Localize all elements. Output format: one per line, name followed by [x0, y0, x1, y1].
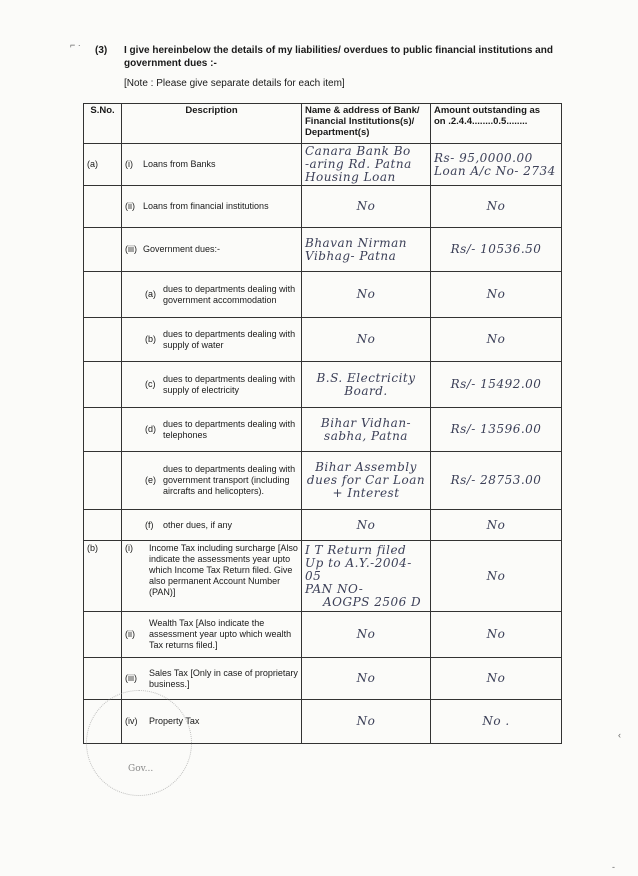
amount-cell: Rs- 95,0000.00 Loan A/c No- 2734 — [431, 144, 562, 186]
col-amount: Amount outstanding as on .2.4.4........0.5........ — [431, 104, 562, 144]
margin-mark: - — [612, 862, 615, 872]
col-sno: S.No. — [84, 104, 122, 144]
table-row: (a) (i) Loans from Banks Canara Bank Bo -aring Rd. Patna Housing Loan Rs- 95,0000.00 Loan A/c No- 2734 — [84, 144, 562, 186]
table-row: (ii) Wealth Tax [Also indicate the assessment year upto which wealth Tax returns filed.] No No — [84, 612, 562, 658]
declaration-text-line2: government dues :- — [124, 58, 217, 69]
item-number: (3) — [95, 45, 108, 56]
table-row: (b) dues to departments dealing with supply of water No No — [84, 318, 562, 362]
col-name-address: Name & address of Bank/ Financial Institutions(s)/ Department(s) — [302, 104, 431, 144]
seal-text: Gov... — [128, 764, 154, 774]
table-row: (a) dues to departments dealing with government accommodation No No — [84, 272, 562, 318]
bank-name-cell: Canara Bank Bo -aring Rd. Patna Housing Loan — [302, 144, 431, 186]
col-description: Description — [122, 104, 302, 144]
section-b-label: (b) — [84, 541, 122, 612]
table-row: (c) dues to departments dealing with supply of electricity B.S. Electricity Board. Rs/- 15492.00 — [84, 362, 562, 408]
table-row: (ii) Loans from financial institutions No No — [84, 186, 562, 228]
table-row: (iii) Sales Tax [Only in case of proprietary business.] No No — [84, 658, 562, 700]
table-header-row — [84, 104, 562, 144]
table-row: (d) dues to departments dealing with telephones Bihar Vidhan- sabha, Patna Rs/- 13596.00 — [84, 408, 562, 452]
official-seal-stamp — [86, 690, 192, 796]
margin-mark: ⌐ · — [70, 40, 81, 50]
liabilities-table — [83, 103, 562, 744]
section-a-label: (a) — [84, 144, 122, 186]
table-row: (e) dues to departments dealing with government transport (including aircrafts and helicopters). Bihar Assembly dues for Car Loan + Interest Rs/- 28753.00 — [84, 452, 562, 510]
note-text: [Note : Please give separate details for each item] — [124, 78, 345, 89]
table-row: (iv) Property Tax No No . — [84, 700, 562, 744]
declaration-text-line1: I give hereinbelow the details of my liabilities/ overdues to public financial institutions and — [124, 45, 553, 56]
table-row: (b) (i) Income Tax including surcharge [Also indicate the assessments year upto which Income Tax Return filed. Give also permanent Account Number (PAN)] I T Return filed Up to A.Y.-2004-05 PAN NO- AOGPS 2506 D No — [84, 541, 562, 612]
table-row: (f) other dues, if any No No — [84, 510, 562, 541]
row-desc: Loans from Banks — [143, 159, 216, 169]
margin-mark: ‹ — [618, 730, 621, 740]
table-row: (iii) Government dues:- Bhavan Nirman Vibhag- Patna Rs/- 10536.50 — [84, 228, 562, 272]
